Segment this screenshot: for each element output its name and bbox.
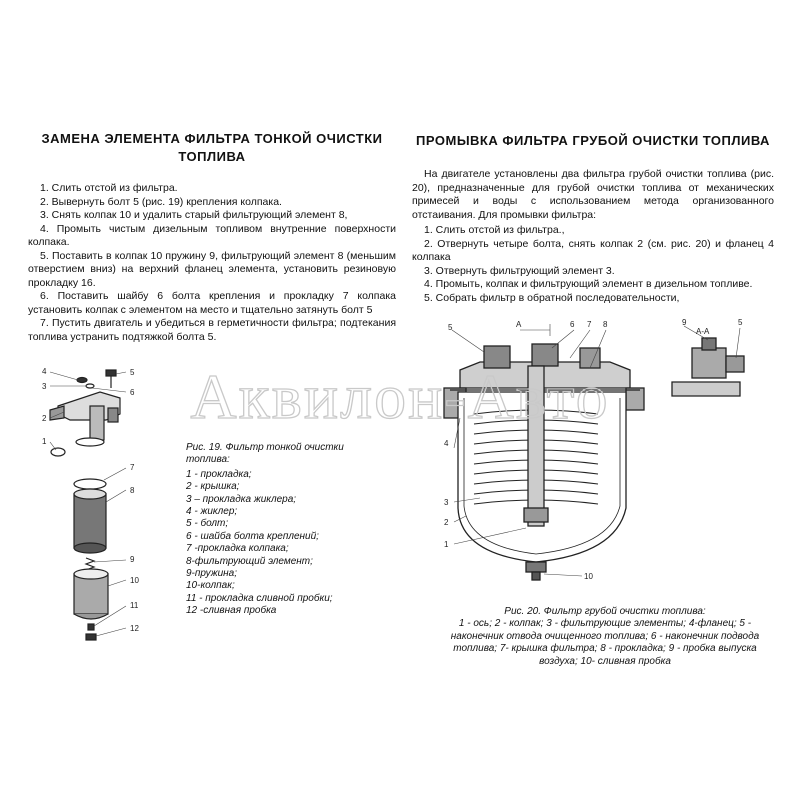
- callout-label: 2: [42, 414, 47, 423]
- callout-label: 8: [130, 486, 135, 495]
- right-step: 1. Слить отстой из фильтра.,: [424, 224, 565, 236]
- callout-label: 9: [682, 318, 687, 327]
- coarse-filter-drawing: [440, 318, 780, 588]
- callout-label: 7: [587, 320, 592, 329]
- callout-label: 10: [130, 576, 139, 585]
- fig19-legend-item: 5 - болт;: [186, 518, 229, 530]
- right-section-title: ПРОМЫВКА ФИЛЬТРА ГРУБОЙ ОЧИСТКИ ТОПЛИВА: [416, 133, 770, 148]
- fig19-legend-item: 12 -сливная пробка: [186, 605, 277, 617]
- left-step: 4. Промыть чистым дизельным топливом внутренние поверхности колпака.: [28, 222, 396, 248]
- callout-label: 9: [130, 555, 135, 564]
- fig19-legend: [186, 442, 366, 618]
- fig19-legend-item: 1 - прокладка;: [186, 468, 252, 480]
- fig19-legend-item: 8-фильтрующий элемент;: [186, 555, 313, 567]
- fig20-legend-text: 1 - ось; 2 - колпак; 3 - фильтрующие элементы; 4-фланец; 5 - наконечник отвода очищенного топлива; 6 - наконечник подвода топлива; 7- крышка фильтра; 8 - прокладка; 9 - пробка выпуска воздуха; 10- сливная пробка: [450, 618, 760, 667]
- callout-label: 5: [448, 323, 453, 332]
- callout-label: 6: [130, 388, 135, 397]
- callout-label: 11: [130, 601, 139, 610]
- left-section-title: ЗАМЕНА ЭЛЕМЕНТА ФИЛЬТРА ТОНКОЙ ОЧИСТКИ ТОПЛИВА: [41, 131, 383, 164]
- right-steps-list: [412, 224, 774, 305]
- fine-filter-exploded-figure: [30, 362, 160, 652]
- callout-label: 4: [444, 439, 449, 448]
- watermark-logo: Аквилон-Авто: [190, 361, 610, 432]
- right-step: 4. Промыть, колпак и фильтрующий элемент в дизельном топливе.: [424, 278, 753, 290]
- callout-label: 1: [42, 437, 47, 446]
- callout-label: 7: [130, 463, 135, 472]
- left-step: 2. Вывернуть болт 5 (рис. 19) крепления колпака.: [40, 195, 282, 208]
- left-step: 5. Поставить в колпак 10 пружину 9, фильтрующий элемент 8 (меньшим отверстием вниз) на верхний фланец элемента, установить резиновую прокладку 16.: [28, 249, 396, 289]
- left-step: 1. Слить отстой из фильтра.: [40, 182, 178, 194]
- callout-label: 10: [584, 572, 593, 581]
- right-step: 3. Отвернуть фильтрующий элемент 3.: [424, 264, 615, 277]
- right-column: [412, 120, 774, 305]
- callout-label: 3: [42, 382, 47, 391]
- left-steps-list: [28, 182, 396, 344]
- fig19-legend-item: 2 - крышка;: [186, 481, 240, 493]
- callout-label: 12: [130, 624, 139, 633]
- left-step: 7. Пустить двигатель и убедиться в герметичности фильтра; подтекания топлива устранить подтяжкой болта 5.: [28, 317, 396, 343]
- callout-label: 1: [444, 540, 449, 549]
- callout-label: 5: [738, 318, 743, 327]
- right-intro-paragraph: На двигателе установлены два фильтра грубой очистки топлива (рис. 20), предназначенные для грубой очистки топлива от механических примесей и воды с использованием метода организованного отстаивания. Для промывки фильтра:: [412, 168, 774, 221]
- coarse-filter-section-figure: [440, 318, 780, 588]
- fine-filter-drawing: [30, 362, 160, 652]
- fig20-caption: Рис. 20. Фильтр грубой очистки топлива:: [504, 606, 706, 617]
- fig19-legend-item: 9-пружина;: [186, 568, 238, 580]
- callout-label: A-A: [696, 327, 710, 336]
- fig19-legend-item: 7 -прокладка колпака;: [186, 543, 289, 555]
- right-step: 5. Собрать фильтр в обратной последовательности,: [424, 291, 680, 304]
- right-step: 2. Отвернуть четыре болта, снять колпак 2 (см. рис. 20) и фланец 4 колпака: [412, 237, 774, 263]
- fig20-legend: [440, 606, 770, 668]
- fig19-legend-item: 4 - жиклер;: [186, 506, 238, 518]
- fig19-legend-item: 11 - прокладка сливной пробки;: [186, 592, 333, 604]
- callout-label: 2: [444, 518, 449, 527]
- callout-label: 6: [570, 320, 575, 329]
- fig19-legend-item: 6 - шайба болта креплений;: [186, 530, 319, 542]
- left-step: 3. Снять колпак 10 и удалить старый фильтрующий элемент 8,: [40, 209, 348, 221]
- left-column: [28, 120, 396, 344]
- callout-label: A: [516, 320, 522, 329]
- left-step: 6. Поставить шайбу 6 болта крепления и прокладку 7 колпака установить колпак с элементом на место и тщательно затянуть болт 5: [28, 290, 396, 316]
- callout-label: 4: [42, 367, 47, 376]
- fig19-legend-item: 10-колпак;: [186, 580, 235, 592]
- callout-label: 8: [603, 320, 608, 329]
- callout-label: 3: [444, 498, 449, 507]
- callout-label: 5: [130, 368, 135, 377]
- fig19-caption: Рис. 19. Фильтр тонкой очистки топлива:: [186, 442, 344, 466]
- fig19-legend-item: 3 – прокладка жиклера;: [186, 493, 297, 505]
